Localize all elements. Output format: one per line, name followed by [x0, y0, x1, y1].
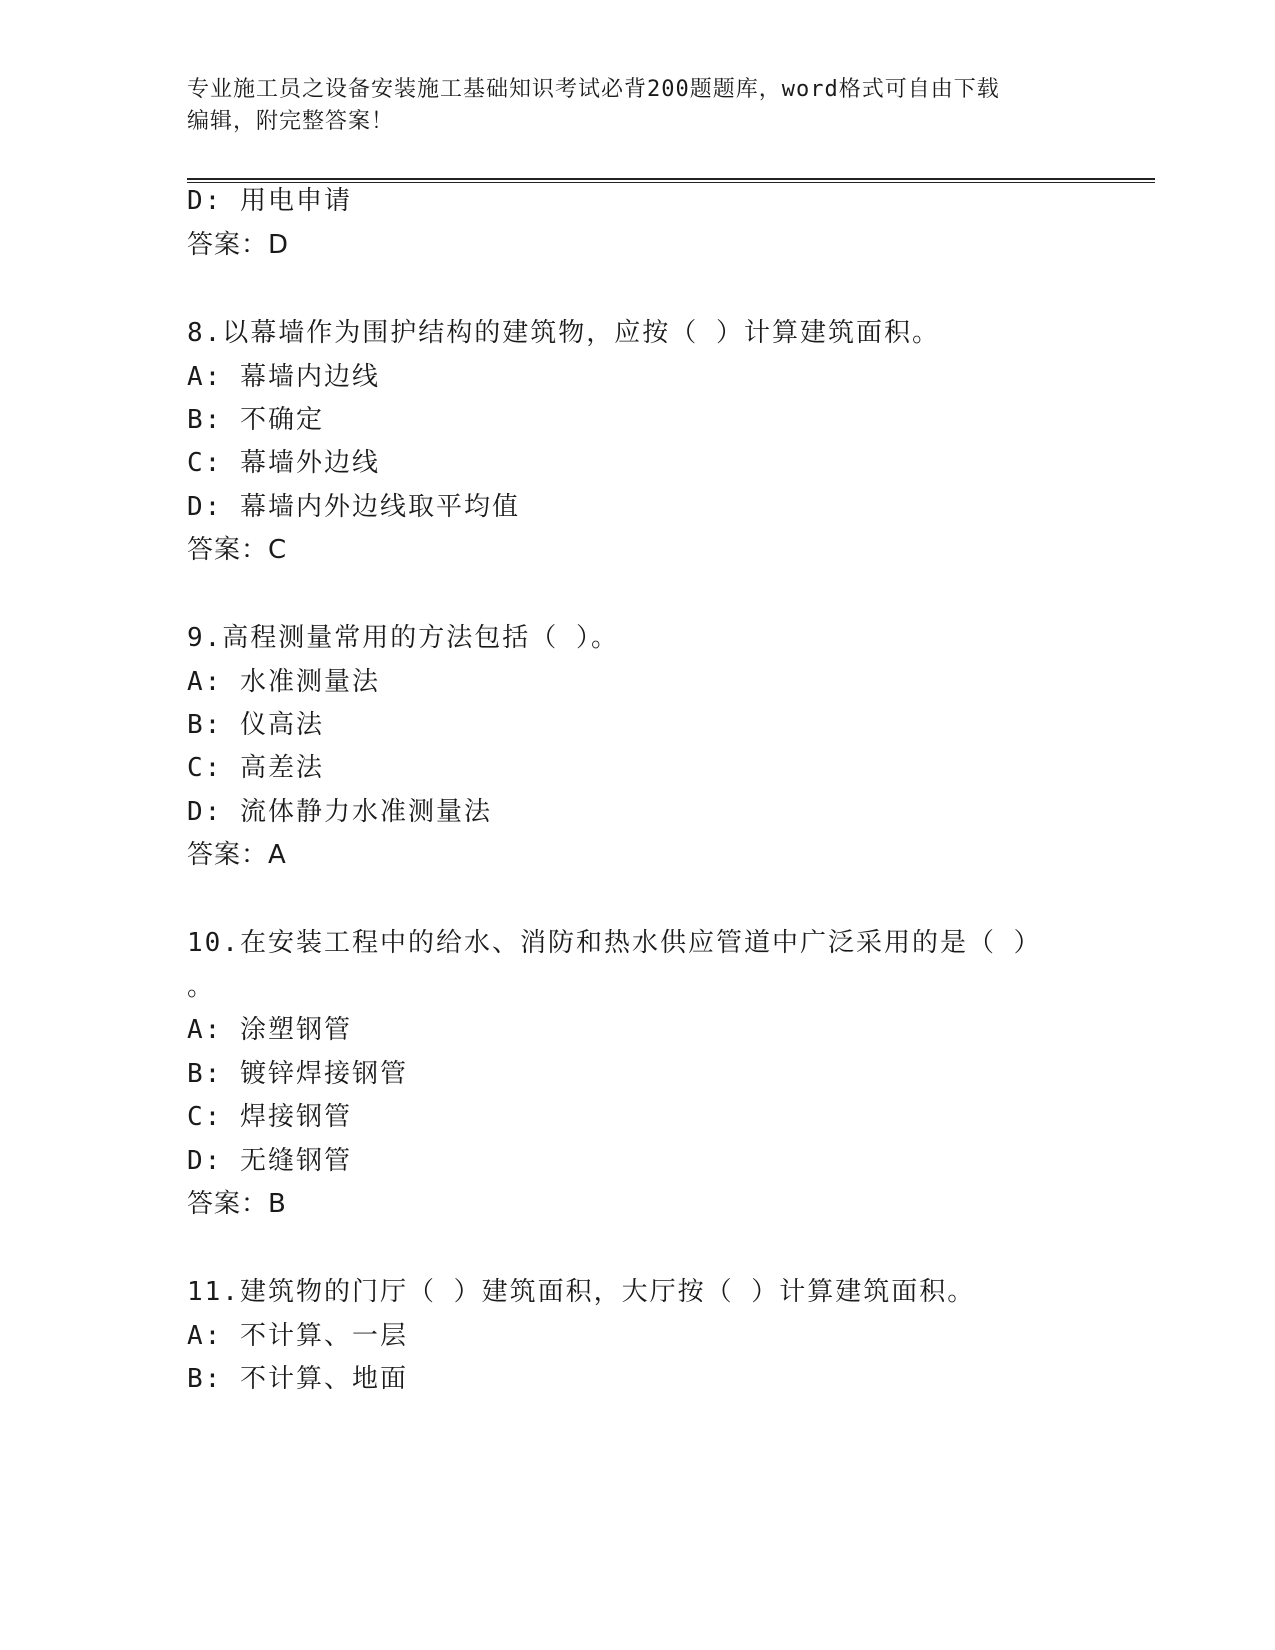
- q10-option-a: A: 涂塑钢管: [187, 1015, 352, 1045]
- q9-answer: 答案：A: [187, 840, 287, 870]
- header-divider: [187, 178, 1155, 183]
- prev-option-d: D: 用电申请: [187, 186, 352, 216]
- header-line-2: 编辑，附完整答案！: [187, 109, 395, 134]
- prev-answer: 答案：D: [187, 230, 290, 260]
- q9-option-a: A: 水准测量法: [187, 667, 380, 697]
- header-line-1: 专业施工员之设备安装施工基础知识考试必背200题题库，word格式可自由下载: [187, 77, 1000, 102]
- q8-option-d: D: 幕墙内外边线取平均值: [187, 492, 520, 522]
- q11-option-a: A: 不计算、一层: [187, 1321, 408, 1351]
- q8-answer: 答案：C: [187, 535, 288, 565]
- q8-option-c: C: 幕墙外边线: [187, 448, 380, 478]
- q10-stem-continued: 。: [187, 972, 216, 1002]
- q8-stem: 8.以幕墙作为围护结构的建筑物，应按（ ）计算建筑面积。: [187, 318, 940, 348]
- q9-option-b: B: 仪高法: [187, 710, 324, 740]
- q9-stem: 9.高程测量常用的方法包括（ ）。: [187, 623, 619, 653]
- q11-option-b: B: 不计算、地面: [187, 1364, 408, 1394]
- q10-stem: 10.在安装工程中的给水、消防和热水供应管道中广泛采用的是（ ）: [187, 928, 1042, 958]
- q11-stem: 11.建筑物的门厅（ ）建筑面积，大厅按（ ）计算建筑面积。: [187, 1277, 976, 1307]
- q10-answer: 答案：B: [187, 1189, 287, 1219]
- q9-option-d: D: 流体静力水准测量法: [187, 797, 492, 827]
- q10-option-b: B: 镀锌焊接钢管: [187, 1059, 408, 1089]
- q8-option-a: A: 幕墙内边线: [187, 362, 380, 392]
- q8-option-b: B: 不确定: [187, 405, 324, 435]
- document-header: [187, 74, 1087, 138]
- q10-option-c: C: 焊接钢管: [187, 1102, 352, 1132]
- q10-option-d: D: 无缝钢管: [187, 1146, 352, 1176]
- q9-option-c: C: 高差法: [187, 753, 324, 783]
